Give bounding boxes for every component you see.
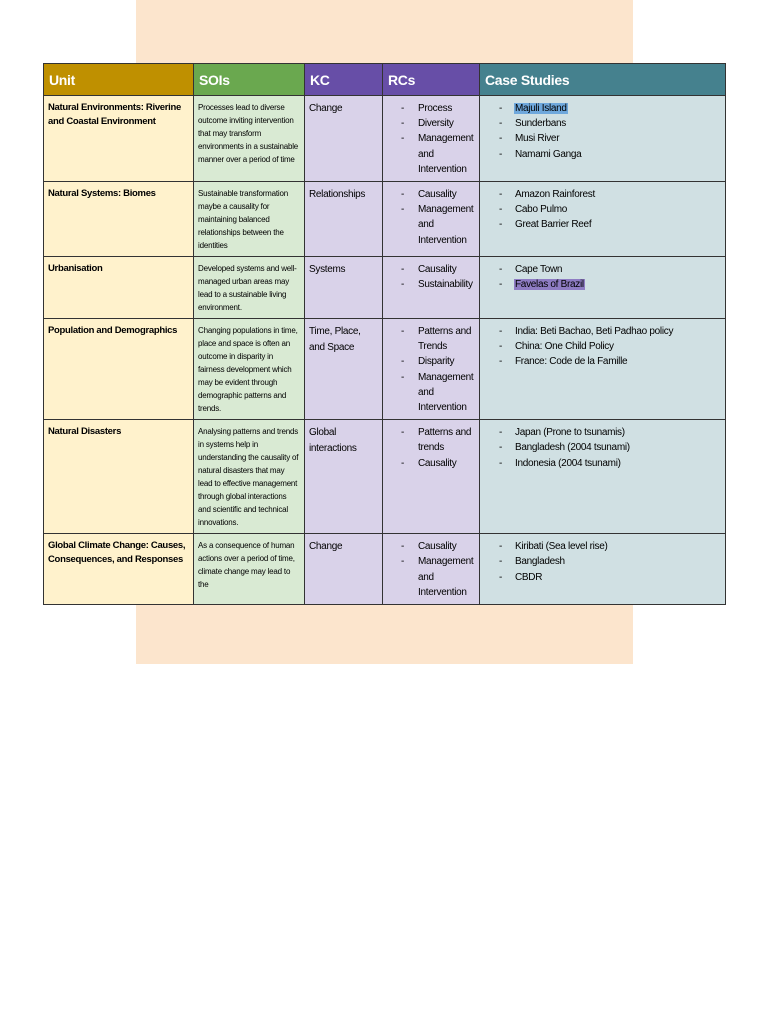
case-study-text: France: Code de la Famille xyxy=(515,356,628,368)
related-concept-item: - Management and Intervention xyxy=(387,202,475,248)
case-study-text: Musi River xyxy=(515,133,560,145)
related-concept-item: - Patterns and Trends xyxy=(387,324,475,354)
soi-statement: As a consequence of human actions over a period of time, climate change may lead to the xyxy=(198,541,295,590)
case-study-text: Cape Town xyxy=(515,264,563,276)
related-concept-item: - Causality xyxy=(387,539,475,554)
case-studies-list xyxy=(480,96,725,166)
case-studies-list xyxy=(480,420,725,475)
case-study-text: Cabo Pulmo xyxy=(515,204,568,216)
rcs-list xyxy=(383,319,479,419)
case-study-text: Majuli Island xyxy=(515,103,567,114)
case-studies-cell xyxy=(480,96,726,182)
case-study-item xyxy=(484,217,721,232)
case-studies-list xyxy=(480,534,725,589)
unit-name: Natural Disasters xyxy=(48,426,122,438)
table-row xyxy=(44,534,726,605)
table-row xyxy=(44,257,726,319)
case-study-item xyxy=(484,456,721,471)
soi-cell xyxy=(194,96,305,182)
key-concept: Systems xyxy=(309,264,346,276)
soi-cell xyxy=(194,257,305,319)
soi-statement: Sustainable transformation maybe a causality for maintaining balanced relationships between the identities xyxy=(198,189,288,251)
case-studies-cell xyxy=(480,534,726,605)
kc-cell xyxy=(305,319,383,420)
header-case-studies: Case Studies xyxy=(480,64,726,96)
case-studies-cell xyxy=(480,319,726,420)
case-study-item xyxy=(484,324,721,339)
soi-statement: Developed systems and well-managed urban areas may lead to a sustainable living environment. xyxy=(198,264,297,313)
case-study-item xyxy=(484,277,721,292)
related-concept-item: - Causality xyxy=(387,187,475,202)
case-study-text: Sunderbans xyxy=(515,118,566,130)
rcs-cell xyxy=(383,319,480,420)
table-row xyxy=(44,182,726,257)
rcs-list xyxy=(383,257,479,296)
case-studies-list xyxy=(480,319,725,374)
soi-cell xyxy=(194,534,305,605)
case-study-text: Great Barrier Reef xyxy=(515,219,592,231)
unit-name: Urbanisation xyxy=(48,263,103,275)
soi-statement: Analysing patterns and trends in systems help in understanding the causality of natural disasters that may lead to effective management through global interactions and scientific and technical innovations. xyxy=(198,427,299,528)
case-study-item xyxy=(484,262,721,277)
case-study-item xyxy=(484,539,721,554)
header-kc: KC xyxy=(305,64,383,96)
table-header xyxy=(44,64,726,96)
header-rcs: RCs xyxy=(383,64,480,96)
unit-cell xyxy=(44,420,194,534)
soi-cell xyxy=(194,182,305,257)
unit-name: Natural Environments: Riverine and Coastal Environment xyxy=(48,102,182,127)
case-study-item xyxy=(484,425,721,440)
related-concept-item: - Process xyxy=(387,101,475,116)
case-study-item xyxy=(484,147,721,162)
related-concept-item: - Diversity xyxy=(387,116,475,131)
unit-cell xyxy=(44,319,194,420)
case-studies-list xyxy=(480,257,725,296)
unit-name: Population and Demographics xyxy=(48,325,178,337)
rcs-cell xyxy=(383,534,480,605)
case-study-text: CBDR xyxy=(515,571,543,583)
key-concept: Change xyxy=(309,103,343,114)
rcs-list xyxy=(383,182,479,252)
related-concept-item: - Sustainability xyxy=(387,277,475,292)
related-concept-item: - Causality xyxy=(387,456,475,471)
related-concept-item: - Management and Intervention xyxy=(387,131,475,177)
case-study-item xyxy=(484,354,721,369)
kc-cell xyxy=(305,534,383,605)
related-concept-item: - Disparity xyxy=(387,354,475,369)
soi-statement: Changing populations in time, place and space is often an outcome in disparity in fairness development which may be evident through demographic patterns and trends. xyxy=(198,326,298,414)
related-concept-item: - Management and Intervention xyxy=(387,554,475,600)
rcs-list xyxy=(383,96,479,181)
table-body xyxy=(44,96,726,605)
rcs-cell xyxy=(383,96,480,182)
case-study-text: Favelas of Brazil xyxy=(515,279,584,291)
case-study-item xyxy=(484,554,721,569)
unit-name: Global Climate Change: Causes, Consequences, and Responses xyxy=(48,540,186,566)
rcs-cell xyxy=(383,420,480,534)
case-study-text: Japan (Prone to tsunamis) xyxy=(515,427,625,439)
kc-cell xyxy=(305,420,383,534)
unit-cell xyxy=(44,96,194,182)
key-concept: Time, Place, and Space xyxy=(309,326,361,353)
header-sois: SOIs xyxy=(194,64,305,96)
case-study-text: Amazon Rainforest xyxy=(515,189,595,201)
case-study-item xyxy=(484,116,721,131)
case-study-item xyxy=(484,187,721,202)
table-row xyxy=(44,96,726,182)
kc-cell xyxy=(305,182,383,257)
soi-cell xyxy=(194,420,305,534)
related-concept-item: - Patterns and trends xyxy=(387,425,475,455)
key-concept: Relationships xyxy=(309,189,366,201)
curriculum-table xyxy=(43,63,726,605)
case-study-text: China: One Child Policy xyxy=(515,341,614,353)
case-study-text: Bangladesh xyxy=(515,556,565,568)
case-study-item xyxy=(484,440,721,455)
case-study-text: Namami Ganga xyxy=(515,148,582,160)
case-study-text: Bangladesh (2004 tsunami) xyxy=(515,442,630,454)
case-study-item xyxy=(484,101,721,116)
soi-statement: Processes lead to diverse outcome inviting intervention that may transform environments in a sustainable manner over a period of time xyxy=(198,103,299,164)
case-studies-cell xyxy=(480,257,726,319)
unit-cell xyxy=(44,534,194,605)
rcs-list xyxy=(383,534,479,604)
case-study-item xyxy=(484,339,721,354)
key-concept: Global interactions xyxy=(309,427,357,454)
header-unit: Unit xyxy=(44,64,194,96)
case-study-item xyxy=(484,131,721,146)
unit-cell xyxy=(44,257,194,319)
case-studies-list xyxy=(480,182,725,237)
soi-cell xyxy=(194,319,305,420)
case-study-text: Indonesia (2004 tsunami) xyxy=(515,457,621,469)
unit-cell xyxy=(44,182,194,257)
unit-name: Natural Systems: Biomes xyxy=(48,188,156,200)
key-concept: Change xyxy=(309,541,343,553)
case-study-text: Kiribati (Sea level rise) xyxy=(515,541,608,553)
related-concept-item: - Management and Intervention xyxy=(387,370,475,416)
case-studies-cell xyxy=(480,420,726,534)
kc-cell xyxy=(305,257,383,319)
rcs-cell xyxy=(383,257,480,319)
rcs-cell xyxy=(383,182,480,257)
table-row xyxy=(44,319,726,420)
case-study-text: India: Beti Bachao, Beti Padhao policy xyxy=(515,326,674,338)
related-concept-item: - Causality xyxy=(387,262,475,277)
kc-cell xyxy=(305,96,383,182)
table-row xyxy=(44,420,726,534)
case-study-item xyxy=(484,570,721,585)
rcs-list xyxy=(383,420,479,475)
case-study-item xyxy=(484,202,721,217)
case-studies-cell xyxy=(480,182,726,257)
